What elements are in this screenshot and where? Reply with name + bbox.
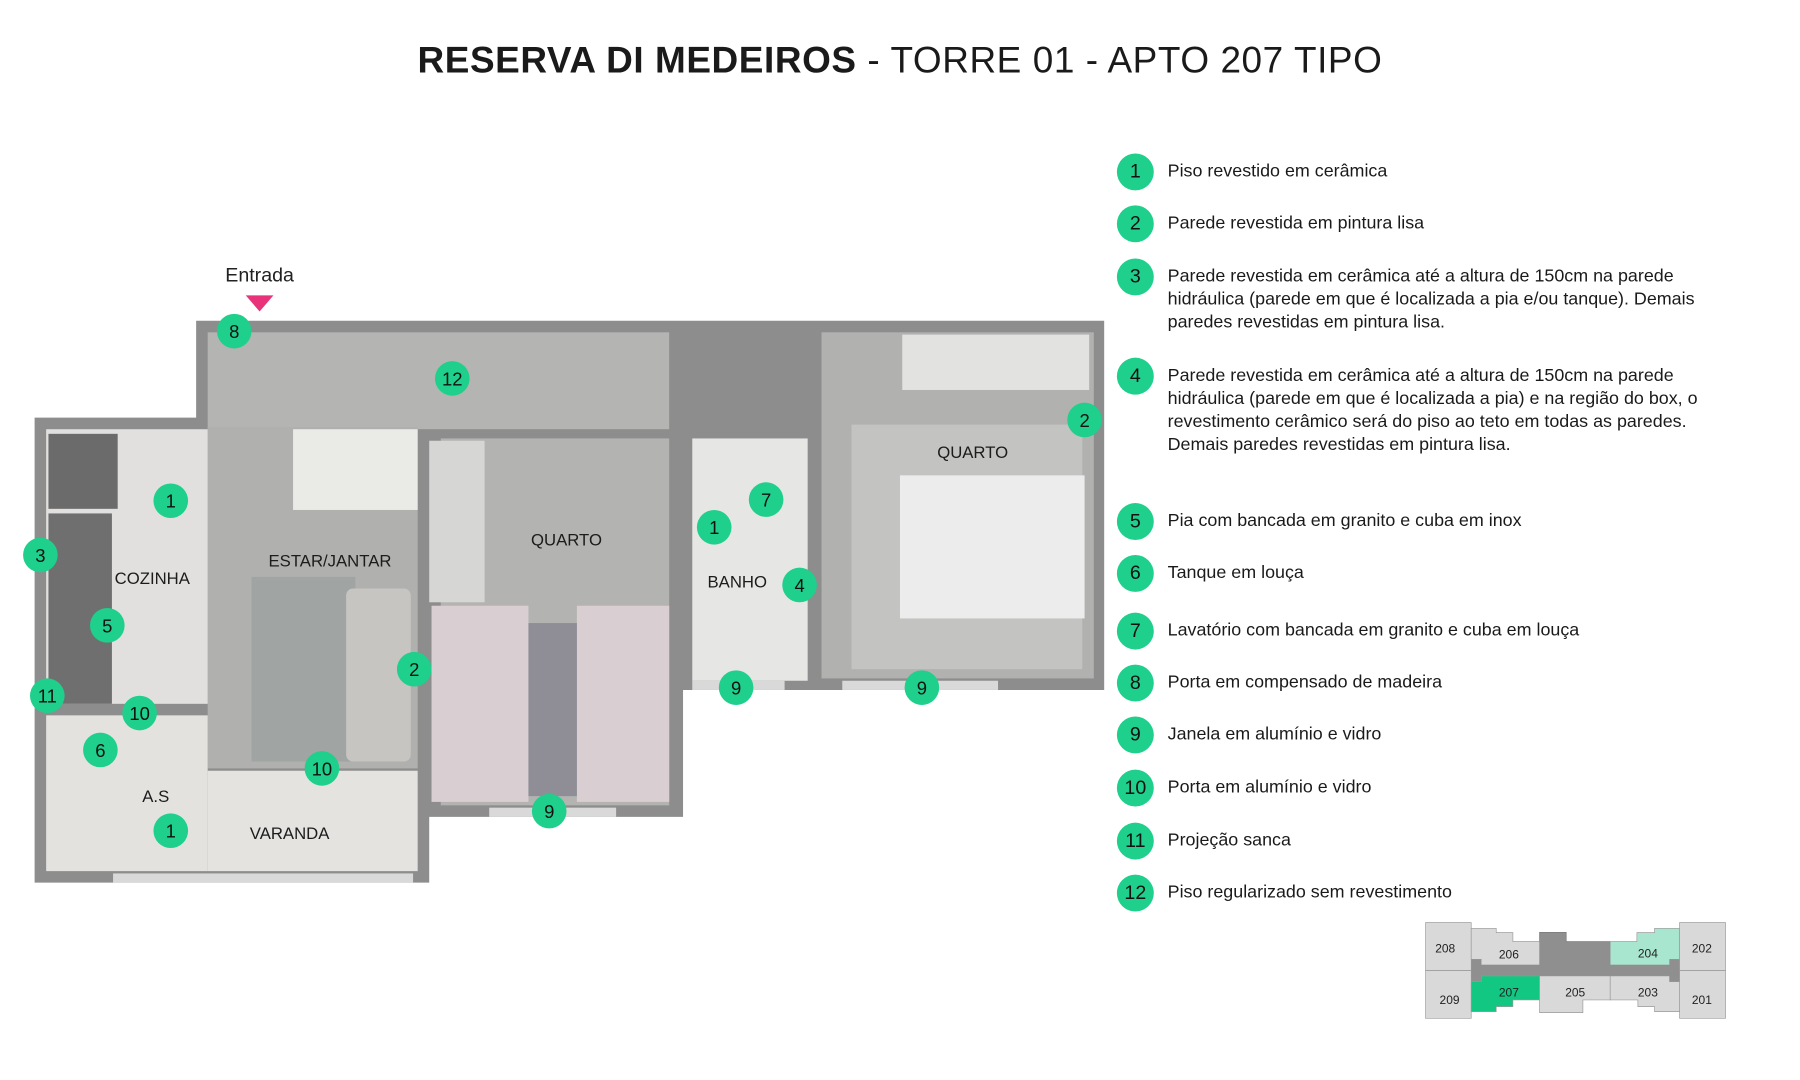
legend-number-badge: 3 xyxy=(1117,258,1154,295)
marker-number: 1 xyxy=(709,517,720,539)
plan-marker xyxy=(23,538,58,573)
marker-number: 2 xyxy=(1079,409,1090,431)
legend-number-badge: 9 xyxy=(1117,717,1154,754)
plan-marker xyxy=(153,483,188,518)
room-label-as: A.S xyxy=(142,786,170,806)
minimap-unit-205 xyxy=(1540,976,1611,1013)
rug xyxy=(528,623,576,796)
legend-text: Parede revestida em pintura lisa xyxy=(1167,213,1425,234)
marker-number: 7 xyxy=(760,489,772,511)
unit-number: 205 xyxy=(1565,985,1586,1000)
minimap-unit-208 xyxy=(1426,923,1472,971)
legend-item xyxy=(1117,613,1745,650)
plan-marker xyxy=(749,482,784,517)
marker-number: 9 xyxy=(916,677,928,699)
marker-number: 10 xyxy=(129,702,150,724)
plan-marker xyxy=(217,314,252,349)
plan-marker xyxy=(719,670,754,705)
minimap-unit-201 xyxy=(1680,971,1726,1019)
bed xyxy=(432,606,529,802)
marker-number: 10 xyxy=(311,758,333,780)
plan-marker xyxy=(122,696,157,731)
legend-text: Lavatório com bancada em granito e cuba em louça xyxy=(1167,620,1580,641)
varanda-floor xyxy=(208,771,418,871)
marker-number: 1 xyxy=(165,820,176,842)
marker-number: 5 xyxy=(102,615,113,637)
legend-number-badge: 2 xyxy=(1117,205,1154,242)
kitchen-counter xyxy=(48,513,111,703)
legend-text: Parede revestida em cerâmica até a altura de 150cm na parede hidráulica (parede em que é localizada a pia e/ou tanque). Demais paredes revestidas em pintura lisa. xyxy=(1167,266,1695,333)
window xyxy=(113,873,413,882)
room-label-banho: BANHO xyxy=(707,572,768,592)
legend-item xyxy=(1117,258,1745,334)
minimap-unit-207 xyxy=(1471,976,1539,1012)
plan-marker xyxy=(905,670,940,705)
minimap-unit-203 xyxy=(1610,976,1679,1012)
legend-text: Parede revestida em cerâmica até a altura de 150cm na parede hidráulica (parede em que é localizada a pia) e na região do box, o revestimento cerâmico será do piso ao teto em todas as paredes. Demais paredes revestidas em pintura lisa. xyxy=(1167,365,1698,455)
marker-number: 6 xyxy=(95,739,106,761)
legend-number-badge: 7 xyxy=(1117,613,1154,650)
minimap-unit-209 xyxy=(1426,971,1472,1019)
plan-marker xyxy=(435,361,470,396)
title-unit: - TORRE 01 - APTO 207 TIPO xyxy=(856,39,1383,81)
legend-item xyxy=(1117,823,1745,860)
legend-text: Tanque em louça xyxy=(1167,563,1304,583)
legend-text: Janela em alumínio e vidro xyxy=(1167,724,1382,745)
legend-item xyxy=(1117,503,1745,540)
legend-number-badge: 6 xyxy=(1117,555,1154,592)
legend-number-badge: 1 xyxy=(1117,153,1154,190)
unit-number: 204 xyxy=(1637,946,1658,961)
plan-marker xyxy=(153,813,188,848)
legend-number-badge: 10 xyxy=(1117,770,1154,807)
room-label-varanda: VARANDA xyxy=(249,823,330,843)
double-bed xyxy=(900,475,1085,618)
legend-number-badge: 4 xyxy=(1117,358,1154,395)
legend-text: Piso revestido em cerâmica xyxy=(1167,161,1388,182)
plan-marker xyxy=(83,733,118,768)
rug xyxy=(252,577,356,762)
room-label-quarto2: QUARTO xyxy=(937,443,1009,463)
legend-item xyxy=(1117,205,1745,242)
plan-marker xyxy=(305,751,340,786)
banho-floor xyxy=(692,438,807,680)
legend-text: Porta em alumínio e vidro xyxy=(1167,777,1372,798)
unit-number: 203 xyxy=(1637,985,1658,1000)
unit-number: 202 xyxy=(1691,941,1712,956)
legend-item xyxy=(1117,770,1745,807)
as-floor xyxy=(46,715,208,871)
plan-marker xyxy=(90,608,125,643)
unit-number: 201 xyxy=(1691,992,1712,1007)
marker-number: 1 xyxy=(165,490,176,512)
legend-number-badge: 5 xyxy=(1117,503,1154,540)
marker-number: 4 xyxy=(794,574,805,596)
legend-text: Piso regularizado sem revestimento xyxy=(1167,882,1452,903)
room-label-estar: ESTAR/JANTAR xyxy=(268,551,392,571)
fridge xyxy=(48,434,117,509)
room-label-quarto1: QUARTO xyxy=(531,530,602,550)
minimap-unit-206 xyxy=(1471,928,1539,965)
legend-number-badge: 11 xyxy=(1117,823,1154,860)
marker-number: 8 xyxy=(229,321,240,343)
marker-number: 2 xyxy=(409,659,420,681)
legend-number-badge: 12 xyxy=(1117,875,1154,912)
bed xyxy=(577,606,669,802)
unit-number: 206 xyxy=(1498,947,1519,962)
legend-item xyxy=(1117,717,1745,754)
legend-item xyxy=(1117,555,1745,592)
legend-text: Projeção sanca xyxy=(1167,830,1291,851)
unit-number: 208 xyxy=(1435,941,1456,956)
plan-marker xyxy=(1067,403,1102,438)
closet xyxy=(902,335,1089,390)
plan-marker xyxy=(782,568,817,603)
entrance-arrow-icon xyxy=(246,295,274,311)
plan-marker xyxy=(30,678,65,713)
wardrobe xyxy=(429,441,484,603)
legend-text: Pia com bancada em granito e cuba em inox xyxy=(1167,511,1522,531)
minimap-unit-204 xyxy=(1610,928,1679,965)
unit-number: 209 xyxy=(1439,992,1460,1007)
room-label-cozinha: COZINHA xyxy=(114,568,190,588)
plan-marker xyxy=(697,510,732,545)
marker-number: 9 xyxy=(730,677,742,699)
dining-table xyxy=(293,429,418,510)
legend-item xyxy=(1117,665,1745,702)
marker-number: 11 xyxy=(37,685,57,707)
marker-number: 3 xyxy=(35,544,46,566)
entrance-label: Entrada xyxy=(225,264,294,287)
title-building: RESERVA DI MEDEIROS xyxy=(417,39,857,81)
plan-marker xyxy=(532,794,567,829)
legend-text: Porta em compensado de madeira xyxy=(1167,672,1443,693)
unit-number: 207 xyxy=(1498,985,1519,1000)
plan-marker xyxy=(397,652,432,687)
floor-key-minimap xyxy=(1400,900,1760,1050)
marker-number: 9 xyxy=(544,801,555,823)
minimap-unit-202 xyxy=(1680,923,1726,971)
legend-number-badge: 8 xyxy=(1117,665,1154,702)
legend-item xyxy=(1117,153,1745,190)
legend-item xyxy=(1117,358,1745,457)
marker-number: 12 xyxy=(442,368,463,390)
